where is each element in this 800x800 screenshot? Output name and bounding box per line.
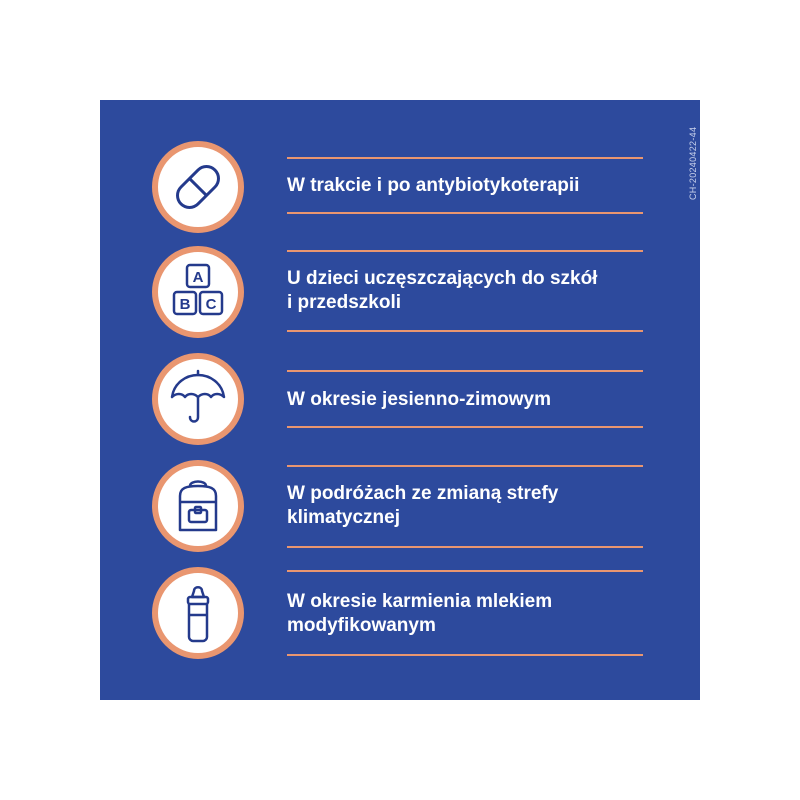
divider-line bbox=[287, 330, 643, 332]
item-label-line: W okresie karmienia mlekiem bbox=[287, 591, 553, 612]
item-label-line: W okresie jesienno-zimowym bbox=[287, 389, 551, 410]
divider-line bbox=[287, 570, 643, 572]
divider-line bbox=[287, 546, 643, 548]
divider-line bbox=[287, 654, 643, 656]
item-label-line: modyfikowanym bbox=[287, 615, 436, 636]
divider-line bbox=[287, 426, 643, 428]
divider-line bbox=[287, 465, 643, 467]
baby-bottle-icon bbox=[152, 567, 244, 659]
item-label-line: klimatycznej bbox=[287, 507, 400, 528]
document-code: CH-20240422-44 bbox=[688, 126, 698, 200]
item-label bbox=[287, 482, 647, 530]
divider-line bbox=[287, 250, 643, 252]
item-label-line: W trakcie i po antybiotykoterapii bbox=[287, 175, 580, 196]
item-label-line: i przedszkoli bbox=[287, 292, 402, 313]
block-a-letter: A bbox=[192, 269, 204, 286]
backpack-icon bbox=[152, 460, 244, 552]
item-label-line: W podróżach ze zmianą strefy bbox=[287, 483, 559, 504]
capsule-icon bbox=[152, 141, 244, 233]
item-label bbox=[287, 174, 647, 198]
block-c-letter: C bbox=[205, 296, 217, 313]
item-label bbox=[287, 388, 647, 412]
item-label bbox=[287, 267, 647, 315]
abc-blocks-icon bbox=[152, 246, 244, 338]
block-b-letter: B bbox=[179, 296, 191, 313]
divider-line bbox=[287, 370, 643, 372]
item-label bbox=[287, 590, 647, 638]
umbrella-icon bbox=[152, 353, 244, 445]
divider-line bbox=[287, 157, 643, 159]
item-label-line: U dzieci uczęszczających do szkół bbox=[287, 268, 598, 289]
divider-line bbox=[287, 212, 643, 214]
